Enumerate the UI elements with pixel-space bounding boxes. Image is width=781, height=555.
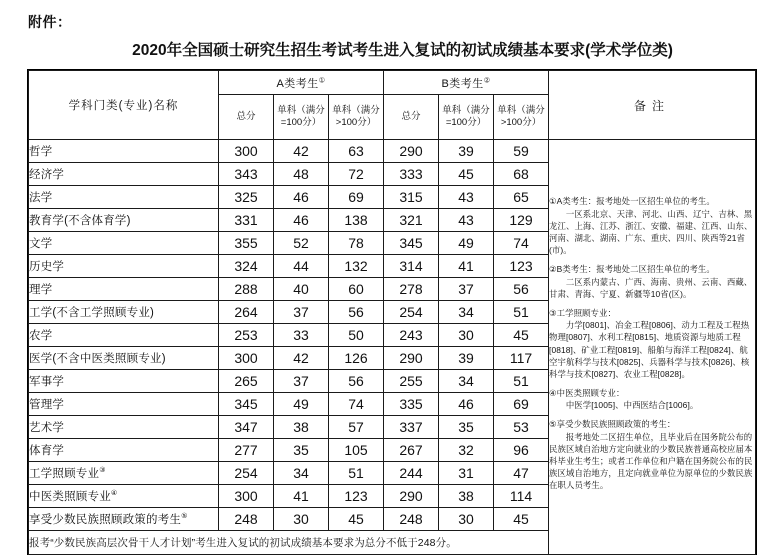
cell-b-total: 335 [384, 393, 439, 416]
cell-a-single-100: 38 [274, 416, 329, 439]
cell-a-single-100: 40 [274, 278, 329, 301]
cell-a-single-100: 44 [274, 255, 329, 278]
note-block [549, 387, 755, 411]
header-a-single-over-line1: 单科（满分 [332, 105, 380, 117]
footer-note: 报考“少数民族高层次骨干人才计划”考生进入复试的初试成绩基本要求为总分不低于248分。 [29, 531, 549, 555]
note-heading: ②B类考生：报考地处二区招生单位的考生。 [549, 264, 715, 275]
cell-b-single-over-100: 45 [494, 508, 549, 531]
cell-a-single-over-100: 60 [329, 278, 384, 301]
row-subject-name-text: 哲学 [29, 146, 53, 158]
row-subject-name [29, 508, 219, 531]
note-heading: ⑤享受少数民族照顾政策的考生： [549, 419, 676, 430]
header-b-single-100 [439, 95, 494, 140]
cell-a-total: 254 [219, 462, 274, 485]
cell-b-total: 255 [384, 370, 439, 393]
row-subject-name [29, 370, 219, 393]
header-a-single-100-line1: 单科（满分 [277, 105, 325, 117]
cell-b-total: 321 [384, 209, 439, 232]
table-body [29, 140, 756, 555]
row-subject-name-text: 经济学 [29, 169, 65, 181]
header-group-b-superscript: ② [483, 76, 491, 84]
attachment-label: 附件： [28, 14, 72, 30]
header-b-single-over-100 [494, 95, 549, 140]
header-b-single-over-line2: >100分） [500, 117, 542, 128]
row-subject-name [29, 255, 219, 278]
note-block [549, 195, 755, 256]
row-subject-superscript: ⑤ [181, 513, 188, 521]
cell-a-single-over-100: 63 [329, 140, 384, 163]
header-subject-name: 学科门类(专业)名称 [29, 71, 219, 140]
table-header [29, 71, 756, 140]
row-subject-name [29, 232, 219, 255]
row-subject-name-text: 享受少数民族照顾政策的考生 [29, 514, 182, 526]
cell-a-total: 300 [219, 140, 274, 163]
cell-b-total: 290 [384, 140, 439, 163]
cell-a-total: 325 [219, 186, 274, 209]
cell-a-total: 355 [219, 232, 274, 255]
note-body: 力学[0801]、冶金工程[0806]、动力工程及工程热物理[0807]、水利工程[0815]、地质资源与地质工程[0818]、矿业工程[0819]、船舶与海洋工程[0824]、航空宇航科学与技术[0825]、兵器科学与技术[0826]、核科学与技术[0827]、农业工程[0828]。 [549, 320, 750, 379]
cell-b-single-over-100: 68 [494, 163, 549, 186]
score-requirements-table-wrapper [28, 70, 755, 555]
header-a-total: 总分 [219, 95, 274, 140]
cell-b-single-100: 41 [439, 255, 494, 278]
cell-b-single-100: 35 [439, 416, 494, 439]
cell-b-single-100: 43 [439, 186, 494, 209]
cell-a-single-over-100: 51 [329, 462, 384, 485]
cell-b-single-over-100: 47 [494, 462, 549, 485]
note-heading: ④中医类照顾专业： [549, 388, 625, 399]
header-group-b-label: B类考生 [441, 77, 484, 90]
row-subject-name [29, 347, 219, 370]
row-subject-name [29, 439, 219, 462]
header-a-single-100 [274, 95, 329, 140]
cell-a-total: 253 [219, 324, 274, 347]
header-b-total: 总分 [384, 95, 439, 140]
cell-b-single-over-100: 56 [494, 278, 549, 301]
row-subject-name-text: 管理学 [29, 399, 65, 411]
score-requirements-table [28, 70, 756, 555]
page-title: 2020年全国硕士研究生招生考试考生进入复试的初试成绩基本要求(学术学位类) [132, 42, 673, 59]
note-heading: ①A类考生：报考地处一区招生单位的考生。 [549, 196, 715, 207]
cell-a-single-over-100: 138 [329, 209, 384, 232]
cell-a-single-100: 46 [274, 186, 329, 209]
cell-b-single-over-100: 53 [494, 416, 549, 439]
notes-column [549, 140, 756, 555]
cell-a-single-100: 37 [274, 370, 329, 393]
cell-b-single-over-100: 114 [494, 485, 549, 508]
cell-b-single-100: 39 [439, 347, 494, 370]
row-subject-name-text: 理学 [29, 284, 53, 296]
cell-a-single-over-100: 105 [329, 439, 384, 462]
cell-b-single-over-100: 45 [494, 324, 549, 347]
cell-a-single-100: 34 [274, 462, 329, 485]
cell-b-single-100: 34 [439, 301, 494, 324]
row-subject-name [29, 209, 219, 232]
cell-a-single-over-100: 72 [329, 163, 384, 186]
row-subject-name-text: 法学 [29, 192, 53, 204]
header-group-a [219, 71, 384, 95]
row-subject-name-text: 工学(不含工学照顾专业) [29, 307, 155, 319]
cell-a-single-100: 30 [274, 508, 329, 531]
header-b-single-100-line2: =100分） [445, 117, 487, 128]
cell-b-single-100: 39 [439, 140, 494, 163]
cell-a-single-100: 37 [274, 301, 329, 324]
cell-b-total: 337 [384, 416, 439, 439]
row-subject-name [29, 485, 219, 508]
cell-b-single-over-100: 123 [494, 255, 549, 278]
row-subject-name [29, 416, 219, 439]
note-heading: ③工学照顾专业： [549, 307, 616, 318]
cell-a-single-over-100: 56 [329, 301, 384, 324]
cell-b-total: 244 [384, 462, 439, 485]
cell-a-total: 264 [219, 301, 274, 324]
cell-a-single-over-100: 50 [329, 324, 384, 347]
cell-a-single-100: 42 [274, 347, 329, 370]
header-group-b [384, 71, 549, 95]
row-subject-superscript: ④ [110, 490, 118, 498]
cell-a-single-100: 33 [274, 324, 329, 347]
row-subject-name-text: 历史学 [29, 261, 65, 273]
cell-b-single-100: 30 [439, 508, 494, 531]
row-subject-name-text: 体育学 [29, 445, 65, 457]
cell-b-single-over-100: 51 [494, 370, 549, 393]
cell-b-total: 314 [384, 255, 439, 278]
cell-b-single-100: 32 [439, 439, 494, 462]
cell-a-single-over-100: 45 [329, 508, 384, 531]
cell-a-total: 345 [219, 393, 274, 416]
cell-b-total: 333 [384, 163, 439, 186]
row-subject-name [29, 301, 219, 324]
cell-a-single-100: 48 [274, 163, 329, 186]
note-body: 二区系内蒙古、广西、海南、贵州、云南、西藏、甘肃、青海、宁夏、新疆等10省(区)。 [549, 276, 753, 299]
cell-b-single-100: 31 [439, 462, 494, 485]
cell-b-single-100: 34 [439, 370, 494, 393]
row-subject-name-text: 工学照顾专业 [29, 468, 100, 480]
cell-a-single-over-100: 57 [329, 416, 384, 439]
cell-a-single-100: 41 [274, 485, 329, 508]
cell-b-single-over-100: 69 [494, 393, 549, 416]
cell-a-single-over-100: 56 [329, 370, 384, 393]
cell-b-single-over-100: 74 [494, 232, 549, 255]
row-subject-name [29, 163, 219, 186]
cell-b-single-100: 43 [439, 209, 494, 232]
header-b-single-over-line1: 单科（满分 [497, 105, 545, 117]
cell-b-total: 345 [384, 232, 439, 255]
cell-b-single-over-100: 117 [494, 347, 549, 370]
cell-a-single-100: 46 [274, 209, 329, 232]
cell-b-single-100: 37 [439, 278, 494, 301]
cell-a-single-over-100: 69 [329, 186, 384, 209]
row-subject-name [29, 278, 219, 301]
row-subject-name [29, 462, 219, 485]
cell-a-single-over-100: 132 [329, 255, 384, 278]
cell-b-total: 248 [384, 508, 439, 531]
cell-a-total: 277 [219, 439, 274, 462]
cell-a-total: 347 [219, 416, 274, 439]
row-subject-superscript: ③ [99, 467, 106, 475]
cell-b-single-over-100: 96 [494, 439, 549, 462]
table-header-row-1 [29, 71, 756, 95]
table-row [29, 140, 756, 163]
cell-b-total: 254 [384, 301, 439, 324]
row-subject-name [29, 393, 219, 416]
note-block [549, 307, 755, 380]
cell-b-single-100: 38 [439, 485, 494, 508]
cell-b-total: 290 [384, 347, 439, 370]
note-body: 一区系北京、天津、河北、山西、辽宁、吉林、黑龙江、上海、江苏、浙江、安徽、福建、江西、山东、河南、湖北、湖南、广东、重庆、四川、陕西等21省(市)。 [549, 208, 753, 256]
row-subject-name-text: 中医类照顾专业 [29, 491, 111, 503]
header-notes: 备注 [549, 71, 756, 140]
cell-a-total: 331 [219, 209, 274, 232]
note-block [549, 263, 755, 300]
cell-b-total: 290 [384, 485, 439, 508]
cell-b-total: 267 [384, 439, 439, 462]
row-subject-name-text: 教育学(不含体育学) [29, 215, 131, 227]
cell-b-single-100: 45 [439, 163, 494, 186]
cell-a-single-100: 52 [274, 232, 329, 255]
cell-b-single-over-100: 59 [494, 140, 549, 163]
row-subject-name [29, 140, 219, 163]
row-subject-name-text: 农学 [29, 330, 53, 342]
row-subject-name-text: 艺术学 [29, 422, 65, 434]
header-b-single-100-line1: 单科（满分 [442, 105, 490, 117]
cell-b-total: 315 [384, 186, 439, 209]
cell-a-single-over-100: 78 [329, 232, 384, 255]
row-subject-name-text: 军事学 [29, 376, 65, 388]
row-subject-name-text: 医学(不含中医类照顾专业) [29, 353, 166, 365]
cell-a-total: 288 [219, 278, 274, 301]
note-body: 中医学[1005]、中西医结合[1006]。 [565, 400, 699, 411]
cell-b-single-over-100: 129 [494, 209, 549, 232]
cell-a-single-100: 49 [274, 393, 329, 416]
cell-a-single-over-100: 74 [329, 393, 384, 416]
header-a-single-over-100 [329, 95, 384, 140]
header-a-single-100-line2: =100分） [280, 117, 322, 128]
cell-a-single-100: 42 [274, 140, 329, 163]
row-subject-name [29, 186, 219, 209]
cell-a-total: 265 [219, 370, 274, 393]
note-block [549, 418, 755, 491]
cell-a-single-100: 35 [274, 439, 329, 462]
row-subject-name-text: 文学 [29, 238, 53, 250]
cell-b-total: 278 [384, 278, 439, 301]
cell-a-total: 300 [219, 485, 274, 508]
note-body: 报考地处二区招生单位，且毕业后在国务院公布的民族区域自治地方定向就业的少数民族普通高校应届本科毕业生考生；或者工作单位和户籍在国务院公布的民族区域自治地方，且定向就业单位为原单位的少数民族在职人员考生。 [549, 431, 753, 491]
cell-b-single-100: 46 [439, 393, 494, 416]
cell-b-total: 243 [384, 324, 439, 347]
cell-a-single-over-100: 123 [329, 485, 384, 508]
cell-b-single-100: 30 [439, 324, 494, 347]
cell-b-single-over-100: 51 [494, 301, 549, 324]
cell-a-total: 248 [219, 508, 274, 531]
row-subject-name [29, 324, 219, 347]
header-a-single-over-line2: >100分） [335, 117, 377, 128]
cell-a-total: 300 [219, 347, 274, 370]
cell-b-single-over-100: 65 [494, 186, 549, 209]
cell-a-total: 324 [219, 255, 274, 278]
header-group-a-superscript: ① [318, 76, 326, 84]
header-group-a-label: A类考生 [276, 77, 319, 90]
cell-a-total: 343 [219, 163, 274, 186]
cell-b-single-100: 49 [439, 232, 494, 255]
cell-a-single-over-100: 126 [329, 347, 384, 370]
